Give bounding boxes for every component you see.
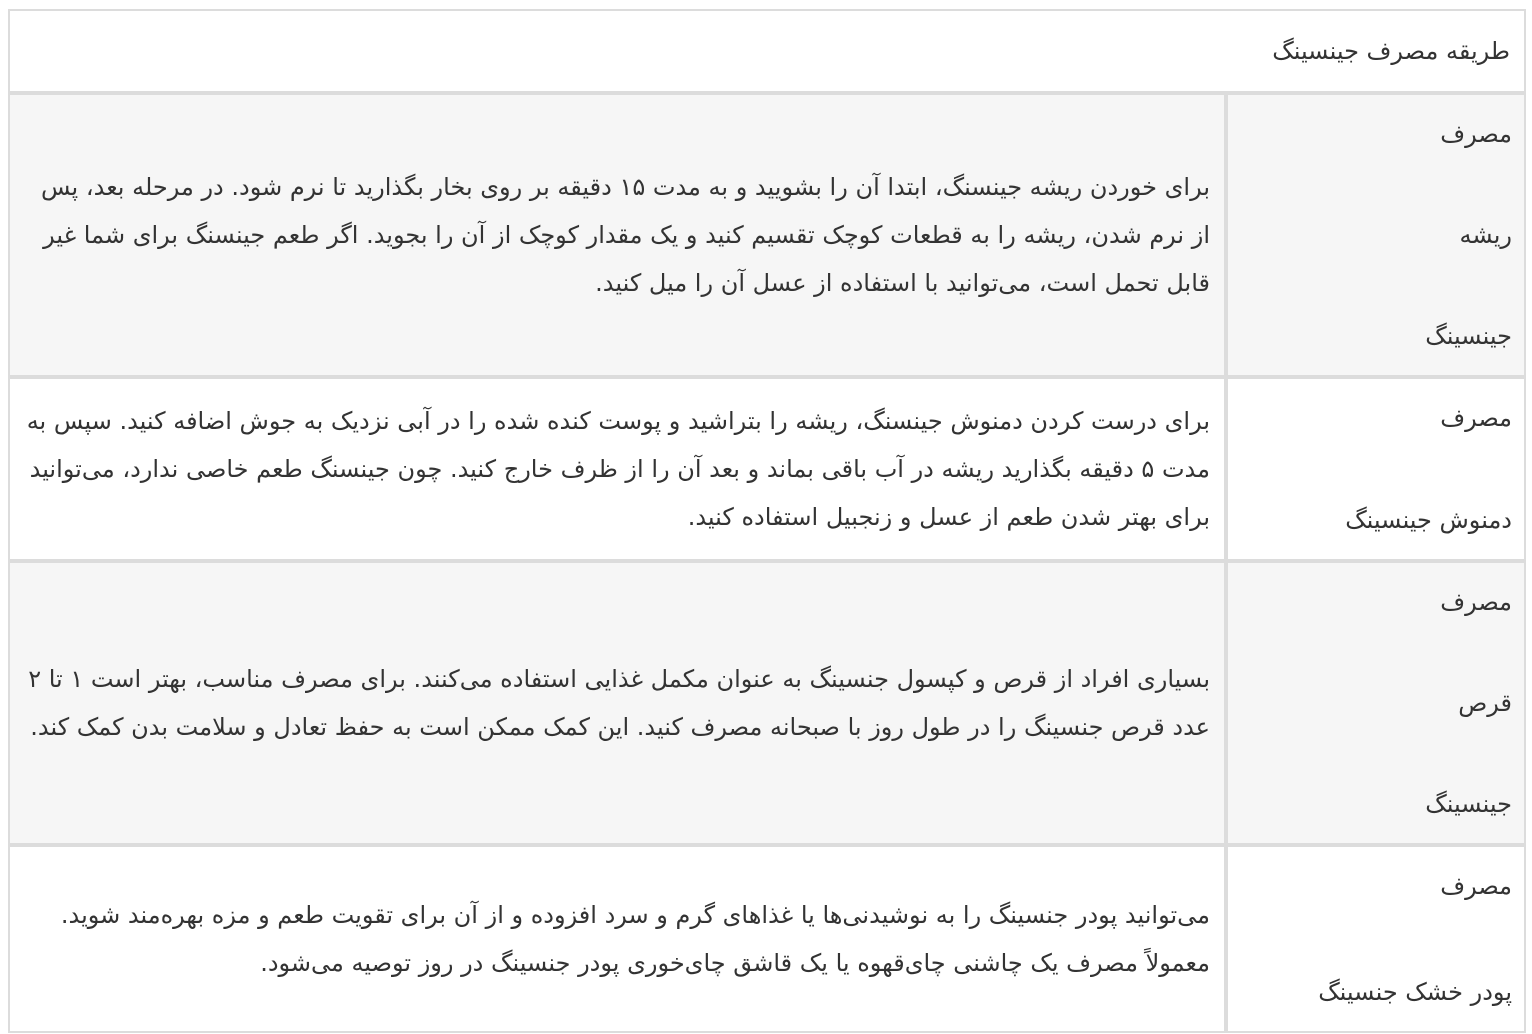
row-content-infusion [10, 379, 1224, 559]
table-row-root [10, 95, 1524, 379]
table-row-tablet [10, 563, 1524, 847]
row-description: برای درست کردن دمنوش جینسنگ، ریشه را بتراشید و پوست کنده شده را در آبی نزدیک به جوش اضافه کنید. سپس به مدت ۵ دقیقه بگذارید ریشه در آب باقی بماند و بعد آن را از ظرف خارج کنید. چون جینسنگ طعم خاصی ندارد، می‌توانید برای بهتر شدن طعم از عسل و زنجبیل استفاده کنید. [26, 407, 1210, 531]
row-description: برای خوردن ریشه جینسنگ، ابتدا آن را بشویید و به مدت ۱۵ دقیقه بر روی بخار بگذارید تا نرم شود. در مرحله بعد، پس از نرم شدن، ریشه را به قطعات کوچک تقسیم کنید و یک مقدار کوچک از آن را بجوید. اگر طعم جینسنگ برای شما غیر قابل تحمل است، می‌توانید با استفاده از عسل آن را میل کنید. [40, 173, 1210, 297]
row-label-tablet [1224, 563, 1524, 843]
row-content-powder [10, 847, 1224, 1031]
row-label-line: مصرف [1440, 588, 1512, 616]
row-description: می‌توانید پودر جنسینگ را به نوشیدنی‌ها یا غذاهای گرم و سرد افزوده و از آن برای تقویت طعم و مزه بهره‌مند شوید. معمولاً مصرف یک چاشنی چای‌قهوه یا یک قاشق چای‌خوری پودر جنسینگ در روز توصیه می‌شود. [60, 901, 1210, 977]
row-label-line: جینسینگ [1425, 322, 1512, 350]
row-label-line: جینسینگ [1425, 790, 1512, 818]
row-label-infusion [1224, 379, 1524, 559]
usage-table [8, 9, 1526, 1033]
row-label-line: پودر خشک جنسینگ [1318, 978, 1512, 1006]
row-label-line: ریشه [1459, 221, 1512, 249]
row-label-line: مصرف [1440, 872, 1512, 900]
row-label-line: مصرف [1440, 404, 1512, 432]
row-label-line: دمنوش جینسینگ [1345, 506, 1512, 534]
row-label-line: قرص [1458, 689, 1512, 717]
row-label-root [1224, 95, 1524, 375]
table-row-infusion [10, 379, 1524, 563]
row-content-root [10, 95, 1224, 375]
row-description: بسیاری افراد از قرص و کپسول جنسینگ به عنوان مکمل غذایی استفاده می‌کنند. برای مصرف مناسب، بهتر است ۱ تا ۲ عدد قرص جنسینگ را در طول روز با صبحانه مصرف کنید. این کمک ممکن است به حفظ تعادل و سلامت بدن کمک کند. [28, 665, 1210, 741]
row-label-powder [1224, 847, 1524, 1031]
table-row-powder [10, 847, 1524, 1031]
table-title: طریقه مصرف جینسینگ [10, 11, 1524, 95]
row-content-tablet [10, 563, 1224, 843]
row-label-line: مصرف [1440, 120, 1512, 148]
